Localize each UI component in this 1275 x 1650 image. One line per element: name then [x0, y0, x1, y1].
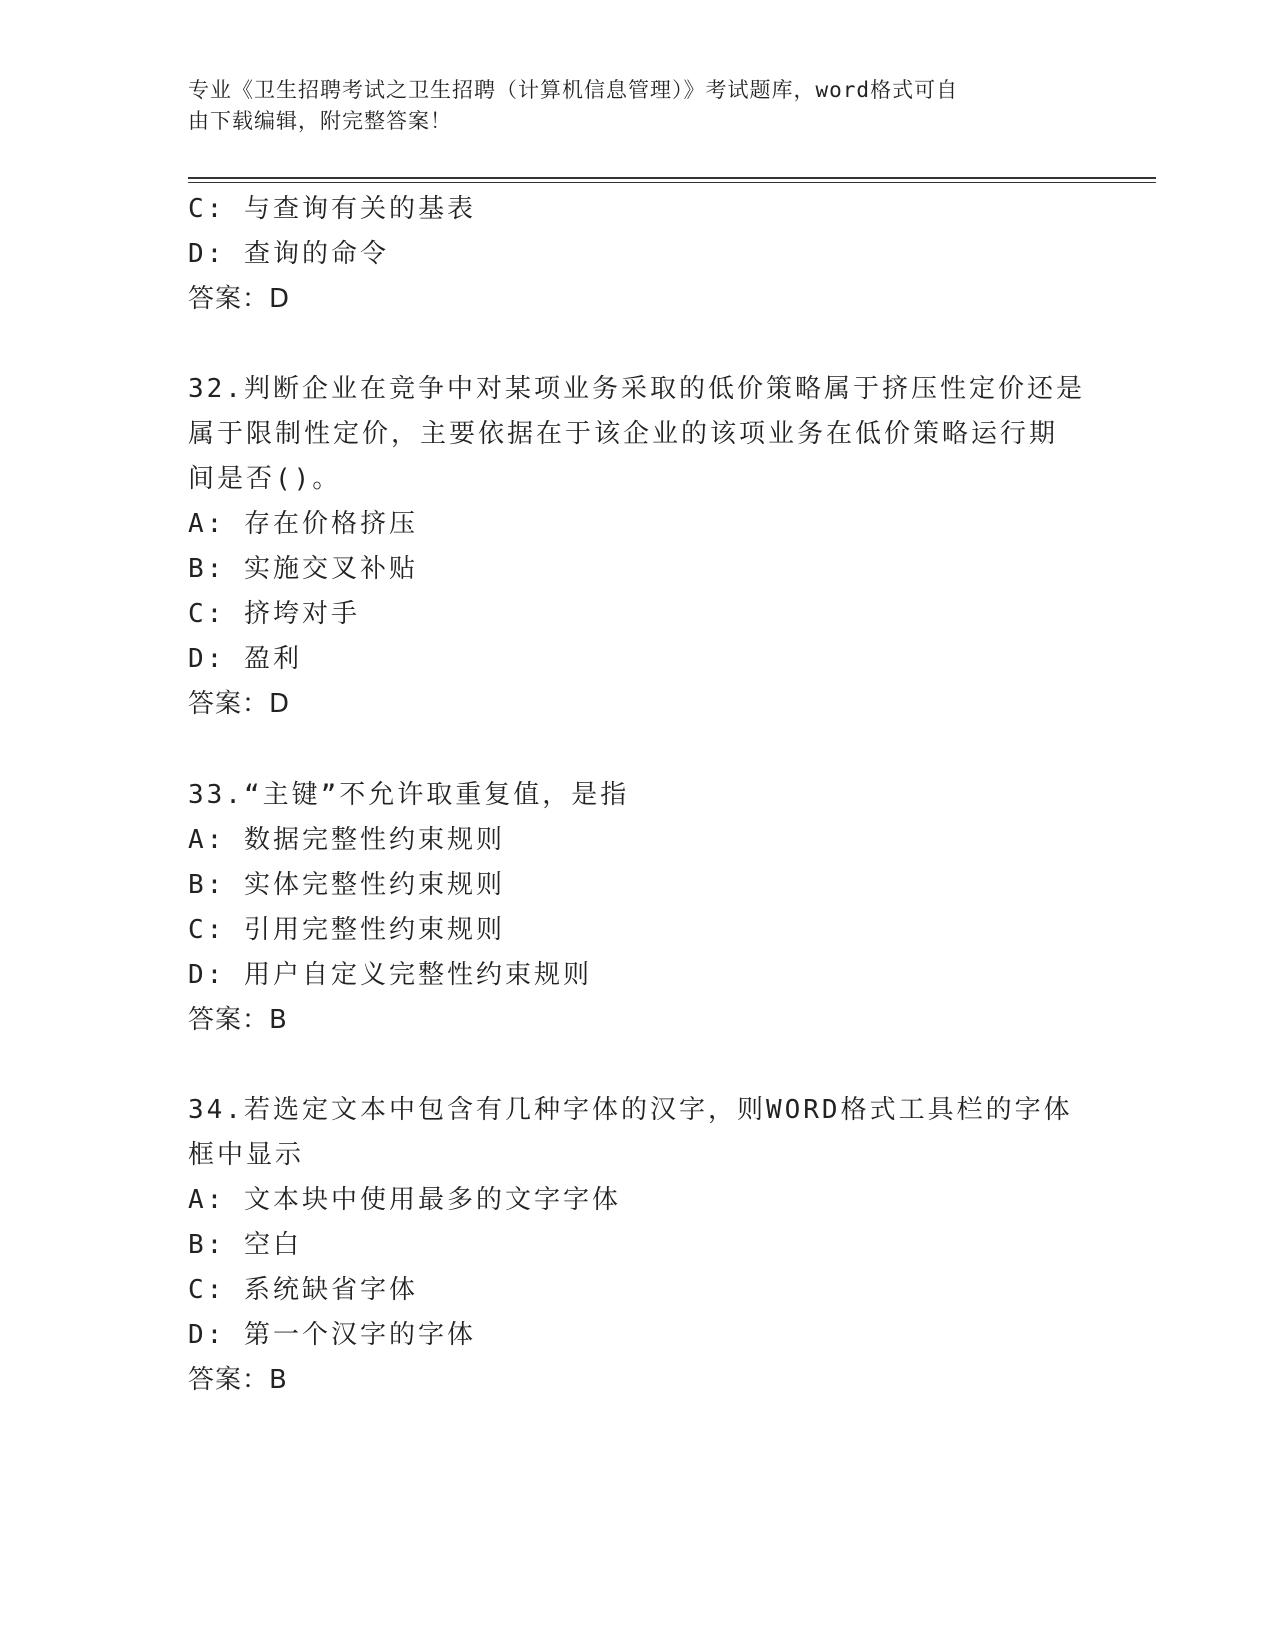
question-33-text-line-1: 33.“主键”不允许取重复值，是指: [188, 780, 630, 810]
question-32-option-a: A: 存在价格挤压: [188, 509, 418, 539]
question-34-option-d: D: 第一个汉字的字体: [188, 1320, 476, 1350]
question-34-text-line-2: 框中显示: [188, 1140, 305, 1170]
question-34-text-line-1: 34.若选定文本中包含有几种字体的汉字，则WORD格式工具栏的字体: [188, 1095, 1073, 1125]
question-32-option-b: B: 实施交叉补贴: [188, 554, 418, 584]
question-34-option-a: A: 文本块中使用最多的文字字体: [188, 1185, 621, 1215]
question-32-text-line-1: 32.判断企业在竞争中对某项业务采取的低价策略属于挤压性定价还是: [188, 374, 1085, 404]
header-divider-thin: [188, 182, 1156, 183]
question-33-option-d: D: 用户自定义完整性约束规则: [188, 960, 592, 990]
document-header: [188, 75, 1068, 137]
header-divider-thick: [188, 177, 1156, 179]
question-34-option-b: B: 空白: [188, 1230, 302, 1260]
question-32-text-line-2: 属于限制性定价，主要依据在于该企业的该项业务在低价策略运行期: [188, 419, 1059, 449]
question-34-option-c: C: 系统缺省字体: [188, 1275, 418, 1305]
option-d: D: 查询的命令: [188, 239, 389, 269]
answer: 答案：D: [188, 284, 291, 314]
question-32-option-c: C: 挤垮对手: [188, 599, 360, 629]
question-32-answer: 答案：D: [188, 689, 291, 719]
question-33-option-b: B: 实体完整性约束规则: [188, 870, 505, 900]
header-line-1: 专业《卫生招聘考试之卫生招聘（计算机信息管理）》考试题库，word格式可自: [188, 78, 959, 102]
question-33-option-a: A: 数据完整性约束规则: [188, 825, 505, 855]
option-c: C: 与查询有关的基表: [188, 194, 476, 224]
question-32-text-line-3: 间是否()。: [188, 464, 342, 494]
question-32-option-d: D: 盈利: [188, 644, 302, 674]
question-33-answer: 答案：B: [188, 1005, 288, 1035]
header-line-2: 由下载编辑，附完整答案！: [188, 109, 452, 133]
question-34-answer: 答案：B: [188, 1365, 288, 1395]
question-33-option-c: C: 引用完整性约束规则: [188, 915, 505, 945]
